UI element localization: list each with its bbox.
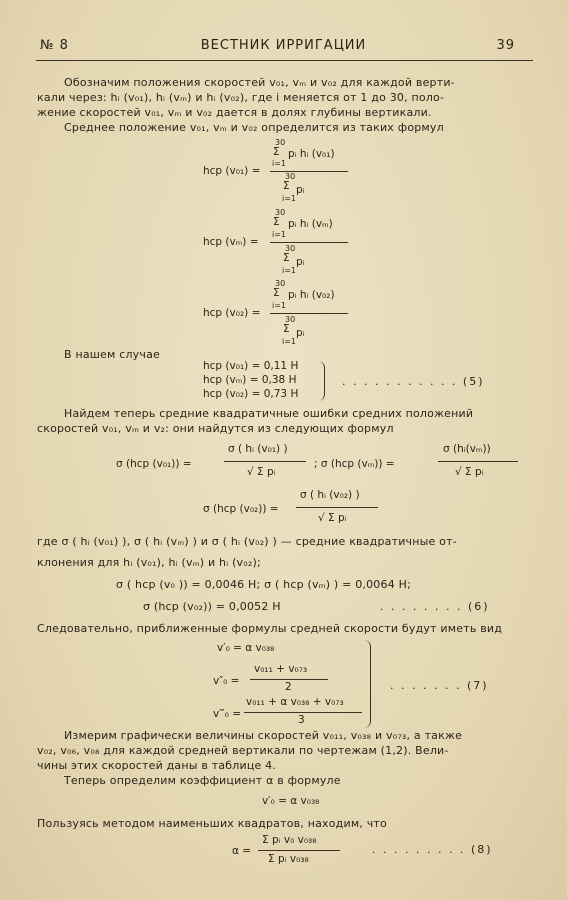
text-line: Измерим графически величины скоростей v₀₁₁, v₀₃₈ и v₀₇₃, а также xyxy=(64,729,463,742)
text-line: Найдем теперь средние квадратичные ошибки средних положений xyxy=(64,407,474,420)
equation-number: . . . . . . . . . (8) xyxy=(372,843,493,856)
journal-title: ВЕСТНИК ИРРИГАЦИИ xyxy=(200,38,367,53)
equation-number: . . . . . . . (7) xyxy=(390,679,489,692)
text-line: σ ( hcp (v₀ )) = 0,0046 H; σ ( hcp (vₘ) ) = 0,0064 H; xyxy=(116,578,411,591)
text-line: В нашем случае xyxy=(64,348,160,361)
running-header xyxy=(0,38,567,60)
text-line: жение скоростей v₀₁, vₘ и v₀₂ дается в долях глубины вертикали. xyxy=(37,106,432,119)
text-line: σ (hcp (v₀₂)) = 0,0052 H xyxy=(143,600,281,613)
equation-number: . . . . . . . . . . . (5) xyxy=(342,375,485,388)
text-line: Пользуясь методом наименьших квадратов, находим, что xyxy=(37,817,387,830)
text-line: скоростей v₀₁, vₘ и v₂: они найдутся из следующих формул xyxy=(37,422,394,435)
text-line: клонения для hᵢ (v₀₁), hᵢ (vₘ) и hᵢ (v₀₂); xyxy=(37,556,261,569)
text-line: Среднее положение v₀₁, vₘ и v₀₂ определится из таких формул xyxy=(64,121,444,134)
text-line: Теперь определим коэффициент α в формуле xyxy=(64,774,341,787)
document-page: № 8 ВЕСТНИК ИРРИГАЦИИ 39 Обозначим положения скоростей v₀₁, vₘ и v₀₂ для каждой верти- кали через: hᵢ (v₀₁), hᵢ (vₘ) и hᵢ (v₀₂), где i меняется от 1 до 30, поло- жение скоростей v₀₁, vₘ и v₀₂ дается в долях глубины вертикали. Среднее положение v₀₁, vₘ и v₀₂ определится из таких формул hcp (v₀₁) = 30 Σ i=1 pᵢ hᵢ (v₀₁) 30 Σ i=1 pᵢ hcp (vₘ) = 30 Σ i=1 pᵢ hᵢ (vₘ) 30 Σ i=1 pᵢ hcp (v₀₂) = 30 Σ i=1 pᵢ hᵢ (v₀₂) 30 Σ i=1 pᵢ В нашем случае hcp (v₀₁) = 0,11 H hcp (vₘ) = 0,38 H hcp (v₀₂) = 0,73 H . . . . . . . . . . . (5) Найдем теперь средние квадратичные ошибки средних положений скоростей v₀₁, vₘ и v₂: они найдутся из следующих формул σ (hcp (v₀₁)) = σ ( hᵢ (v₀₁) ) √ Σ pᵢ ; σ (hcp (vₘ)) = σ (hᵢ(vₘ)) √ Σ pᵢ σ (hcp (v₀₂)) = σ ( hᵢ (v₀₂) ) √ Σ pᵢ где σ ( hᵢ (v₀₁) ), σ ( hᵢ (vₘ) ) и σ ( hᵢ (v₀₂) ) — средние квадратичные от- клонения для hᵢ (v₀₁), hᵢ (vₘ) и hᵢ (v₀₂); σ ( hcp (v₀ )) = 0,0046 H; σ ( hcp (vₘ) ) = 0,0064 H; σ (hcp (v₀₂)) = 0,0052 H . . . . . . . . (6) Следовательно, приближенные формулы средней скорости будут иметь вид v′₀ = α v₀₃₈ v″₀ = v₀₁₁ + v₀₇₃ 2 v‴₀ = v₀₁₁ + α v₀₃₈ + v₀₇₃ 3 . . . . . . . (7) Измерим графически величины скоростей v₀₁₁, v₀₃₈ и v₀₇₃, а также v₀₂, v₀₆, v₀₈ для каждой средней вертикали по чертежам (1,2). Вели- чины этих скоростей даны в таблице 4. Теперь определим коэффициент α в формуле v′₀ = α v₀₃₈ Пользуясь методом наименьших квадратов, находим, что α = Σ pᵢ v₀ v₀₃₈ Σ pᵢ v₀₃₈ . . . . . . . . . (8) xyxy=(0,0,567,900)
text-line: кали через: hᵢ (v₀₁), hᵢ (vₘ) и hᵢ (v₀₂), где i меняется от 1 до 30, поло- xyxy=(37,91,445,104)
text-line: Обозначим положения скоростей v₀₁, vₘ и v₀₂ для каждой верти- xyxy=(64,76,455,89)
text-line: v₀₂, v₀₆, v₀₈ для каждой средней вертикали по чертежам (1,2). Вели- xyxy=(37,744,449,757)
formula-alpha-def: v′₀ = α v₀₃₈ xyxy=(262,795,320,807)
text-line: где σ ( hᵢ (v₀₁) ), σ ( hᵢ (vₘ) ) и σ ( hᵢ (v₀₂) ) — средние квадратичные от- xyxy=(37,535,457,548)
text-line: Следовательно, приближенные формулы средней скорости будут иметь вид xyxy=(37,622,503,635)
header-rule xyxy=(36,60,533,61)
text-line: чины этих скоростей даны в таблице 4. xyxy=(37,759,277,772)
page-number: 39 xyxy=(496,38,515,53)
issue-number: № 8 xyxy=(40,38,69,53)
equation-number: . . . . . . . . (6) xyxy=(380,600,490,613)
